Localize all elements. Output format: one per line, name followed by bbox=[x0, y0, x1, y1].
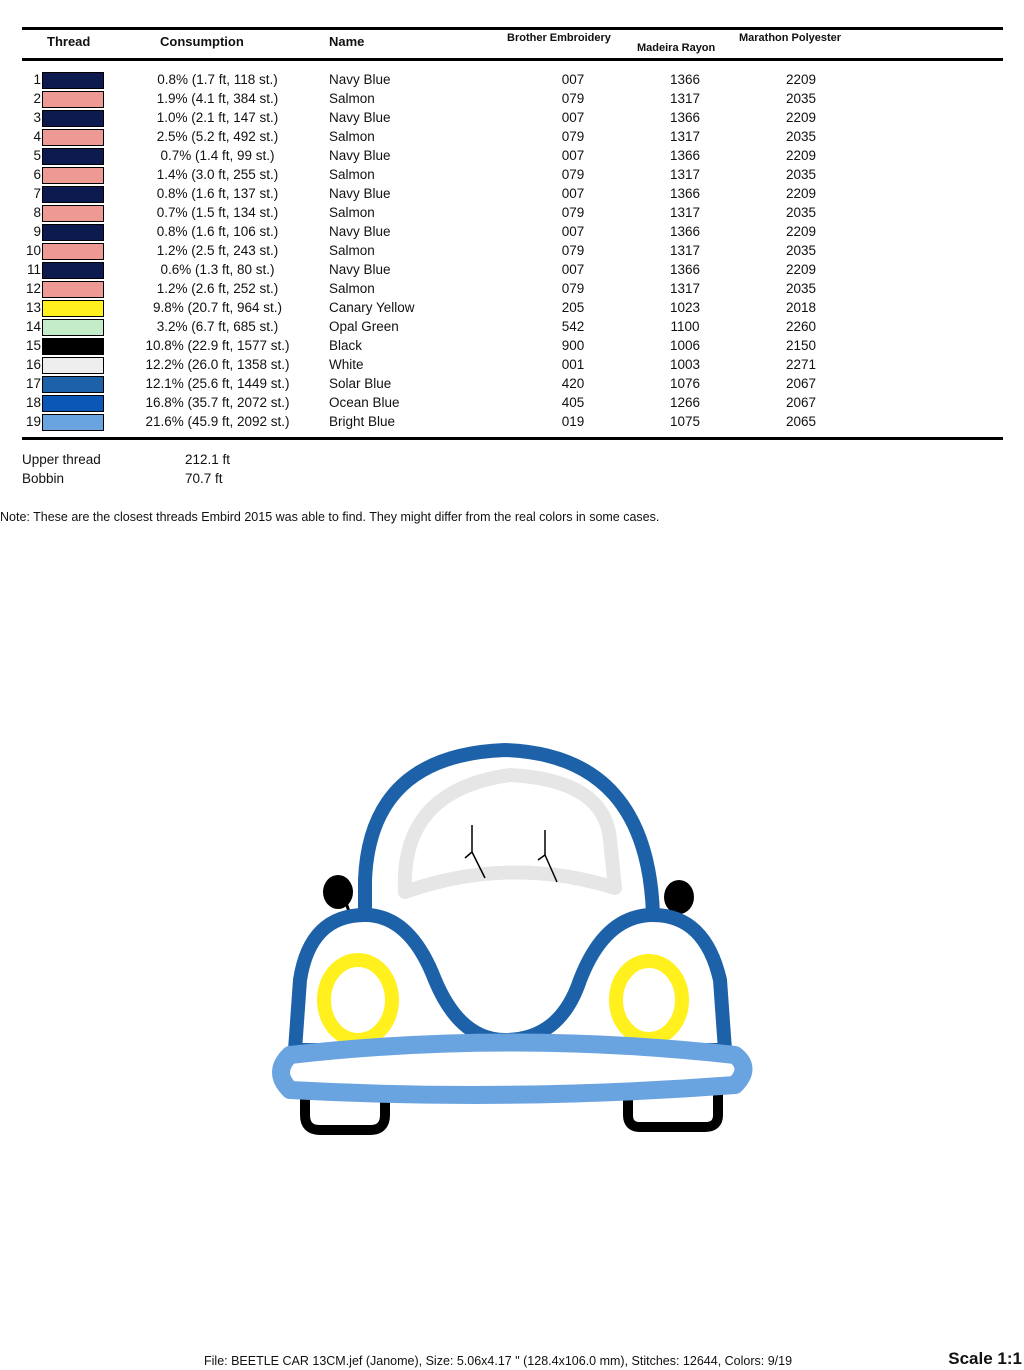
thread-number: 10 bbox=[25, 243, 41, 258]
table-row bbox=[0, 204, 1024, 223]
marathon-code: 2150 bbox=[785, 338, 817, 353]
thread-number: 12 bbox=[25, 281, 41, 296]
consumption-value: 1.2% (2.5 ft, 243 st.) bbox=[156, 243, 279, 258]
consumption-value: 1.0% (2.1 ft, 147 st.) bbox=[156, 110, 279, 125]
madeira-code: 1076 bbox=[669, 376, 701, 391]
brother-code: 001 bbox=[561, 357, 585, 372]
consumption-value: 0.7% (1.5 ft, 134 st.) bbox=[156, 205, 279, 220]
color-swatch bbox=[42, 262, 104, 279]
table-row bbox=[0, 299, 1024, 318]
table-row bbox=[0, 337, 1024, 356]
thread-number: 19 bbox=[25, 414, 41, 429]
header-thread: Thread bbox=[47, 34, 91, 49]
marathon-code: 2035 bbox=[785, 129, 817, 144]
upper-thread-value: 212.1 ft bbox=[185, 452, 231, 467]
color-swatch bbox=[42, 395, 104, 412]
thread-number: 5 bbox=[33, 148, 41, 163]
madeira-code: 1366 bbox=[669, 186, 701, 201]
brother-code: 420 bbox=[561, 376, 585, 391]
madeira-code: 1366 bbox=[669, 110, 701, 125]
color-swatch bbox=[42, 414, 104, 431]
table-row bbox=[0, 375, 1024, 394]
madeira-code: 1366 bbox=[669, 148, 701, 163]
thread-name: Salmon bbox=[329, 129, 375, 144]
file-info: File: BEETLE CAR 13CM.jef (Janome), Size: 5.06x4.17 " (128.4x106.0 mm), Stitches: 12644, Colors: 9/19 bbox=[204, 1354, 793, 1368]
marathon-code: 2209 bbox=[785, 110, 817, 125]
thread-name: Navy Blue bbox=[329, 262, 391, 277]
consumption-value: 0.8% (1.6 ft, 137 st.) bbox=[156, 186, 279, 201]
marathon-code: 2065 bbox=[785, 414, 817, 429]
thread-number: 14 bbox=[25, 319, 41, 334]
embroidery-preview bbox=[260, 730, 760, 1150]
thread-number: 13 bbox=[25, 300, 41, 315]
table-row bbox=[0, 394, 1024, 413]
madeira-code: 1266 bbox=[669, 395, 701, 410]
table-row bbox=[0, 147, 1024, 166]
beetle-car-icon bbox=[260, 730, 760, 1150]
marathon-code: 2260 bbox=[785, 319, 817, 334]
madeira-code: 1075 bbox=[669, 414, 701, 429]
brother-code: 007 bbox=[561, 186, 585, 201]
marathon-code: 2018 bbox=[785, 300, 817, 315]
marathon-code: 2209 bbox=[785, 224, 817, 239]
header-marathon: Marathon Polyester bbox=[739, 32, 842, 44]
bobbin-value: 70.7 ft bbox=[185, 471, 223, 486]
consumption-value: 1.2% (2.6 ft, 252 st.) bbox=[156, 281, 279, 296]
color-swatch bbox=[42, 148, 104, 165]
bobbin-label: Bobbin bbox=[22, 471, 65, 486]
madeira-code: 1366 bbox=[669, 224, 701, 239]
consumption-value: 1.4% (3.0 ft, 255 st.) bbox=[156, 167, 279, 182]
brother-code: 079 bbox=[561, 129, 585, 144]
thread-name: Ocean Blue bbox=[329, 395, 400, 410]
marathon-code: 2271 bbox=[785, 357, 817, 372]
color-swatch bbox=[42, 186, 104, 203]
color-swatch bbox=[42, 91, 104, 108]
thread-number: 3 bbox=[33, 110, 41, 125]
color-swatch bbox=[42, 376, 104, 393]
color-swatch bbox=[42, 281, 104, 298]
marathon-code: 2067 bbox=[785, 395, 817, 410]
color-swatch bbox=[42, 167, 104, 184]
table-row bbox=[0, 318, 1024, 337]
thread-number: 8 bbox=[33, 205, 41, 220]
table-row bbox=[0, 185, 1024, 204]
table-row bbox=[0, 242, 1024, 261]
brother-code: 079 bbox=[561, 205, 585, 220]
consumption-value: 0.8% (1.7 ft, 118 st.) bbox=[157, 72, 278, 87]
table-row bbox=[0, 223, 1024, 242]
color-swatch bbox=[42, 357, 104, 374]
consumption-value: 0.6% (1.3 ft, 80 st.) bbox=[160, 262, 275, 277]
thread-number: 2 bbox=[33, 91, 41, 106]
thread-name: Opal Green bbox=[329, 319, 399, 334]
madeira-code: 1023 bbox=[669, 300, 701, 315]
color-swatch bbox=[42, 205, 104, 222]
consumption-value: 0.8% (1.6 ft, 106 st.) bbox=[156, 224, 279, 239]
color-swatch bbox=[42, 110, 104, 127]
madeira-code: 1100 bbox=[670, 319, 700, 334]
consumption-value: 2.5% (5.2 ft, 492 st.) bbox=[156, 129, 279, 144]
color-swatch bbox=[42, 72, 104, 89]
brother-code: 405 bbox=[561, 395, 585, 410]
brother-code: 079 bbox=[561, 243, 585, 258]
brother-code: 542 bbox=[561, 319, 585, 334]
consumption-value: 21.6% (45.9 ft, 2092 st.) bbox=[145, 414, 290, 429]
color-swatch bbox=[42, 338, 104, 355]
marathon-code: 2067 bbox=[785, 376, 817, 391]
brother-code: 079 bbox=[561, 91, 585, 106]
header-name: Name bbox=[329, 34, 365, 49]
brother-code: 079 bbox=[561, 167, 585, 182]
marathon-code: 2035 bbox=[785, 281, 817, 296]
table-row bbox=[0, 356, 1024, 375]
thread-name: Salmon bbox=[329, 91, 375, 106]
thread-name: Navy Blue bbox=[329, 110, 391, 125]
table-row bbox=[0, 261, 1024, 280]
consumption-value: 16.8% (35.7 ft, 2072 st.) bbox=[145, 395, 290, 410]
table-row bbox=[0, 166, 1024, 185]
consumption-value: 1.9% (4.1 ft, 384 st.) bbox=[156, 91, 279, 106]
color-swatch bbox=[42, 300, 104, 317]
color-swatch bbox=[42, 243, 104, 260]
brother-code: 019 bbox=[561, 414, 585, 429]
marathon-code: 2209 bbox=[785, 72, 817, 87]
thread-number: 11 bbox=[26, 262, 41, 277]
brother-code: 007 bbox=[561, 72, 585, 87]
brother-code: 900 bbox=[561, 338, 585, 353]
consumption-value: 12.2% (26.0 ft, 1358 st.) bbox=[145, 357, 290, 372]
thread-number: 4 bbox=[33, 129, 41, 144]
thread-number: 17 bbox=[25, 376, 41, 391]
table-header-rule bbox=[22, 58, 1003, 61]
madeira-code: 1317 bbox=[669, 243, 701, 258]
color-swatch bbox=[42, 319, 104, 336]
madeira-code: 1317 bbox=[669, 205, 701, 220]
thread-name: Black bbox=[329, 338, 363, 353]
thread-name: Navy Blue bbox=[329, 72, 391, 87]
madeira-code: 1003 bbox=[669, 357, 701, 372]
table-top-rule bbox=[22, 27, 1003, 30]
thread-number: 16 bbox=[25, 357, 41, 372]
thread-number: 9 bbox=[33, 224, 41, 239]
madeira-code: 1317 bbox=[669, 281, 701, 296]
thread-name: Salmon bbox=[329, 205, 375, 220]
table-row bbox=[0, 413, 1024, 432]
thread-name: Navy Blue bbox=[329, 224, 391, 239]
brother-code: 007 bbox=[561, 262, 585, 277]
consumption-value: 0.7% (1.4 ft, 99 st.) bbox=[160, 148, 275, 163]
consumption-value: 12.1% (25.6 ft, 1449 st.) bbox=[145, 376, 290, 391]
table-row bbox=[0, 90, 1024, 109]
consumption-value: 9.8% (20.7 ft, 964 st.) bbox=[152, 300, 283, 315]
upper-thread-label: Upper thread bbox=[22, 452, 101, 467]
madeira-code: 1366 bbox=[669, 262, 701, 277]
madeira-code: 1366 bbox=[669, 72, 701, 87]
madeira-code: 1317 bbox=[669, 167, 701, 182]
marathon-code: 2209 bbox=[785, 262, 817, 277]
thread-number: 15 bbox=[25, 338, 41, 353]
header-consumption: Consumption bbox=[160, 34, 244, 49]
table-row bbox=[0, 109, 1024, 128]
header-brother: Brother Embroidery bbox=[507, 32, 611, 44]
brother-code: 007 bbox=[561, 224, 585, 239]
madeira-code: 1317 bbox=[669, 91, 701, 106]
thread-name: Salmon bbox=[329, 281, 375, 296]
thread-note: Note: These are the closest threads Embird 2015 was able to find. They might differ from the real colors in some cases. bbox=[0, 510, 660, 524]
thread-name: Solar Blue bbox=[329, 376, 392, 391]
thread-name: Salmon bbox=[329, 167, 375, 182]
thread-number: 1 bbox=[33, 72, 41, 87]
marathon-code: 2035 bbox=[785, 243, 817, 258]
header-madeira: Madeira Rayon bbox=[637, 42, 716, 54]
marathon-code: 2209 bbox=[785, 148, 817, 163]
thread-name: Navy Blue bbox=[329, 148, 391, 163]
thread-name: Navy Blue bbox=[329, 186, 391, 201]
table-row bbox=[0, 71, 1024, 90]
thread-number: 7 bbox=[33, 186, 41, 201]
scale-label: Scale 1:1 bbox=[948, 1349, 1022, 1368]
marathon-code: 2035 bbox=[785, 205, 817, 220]
consumption-value: 10.8% (22.9 ft, 1577 st.) bbox=[145, 338, 290, 353]
thread-number: 6 bbox=[33, 167, 41, 182]
marathon-code: 2035 bbox=[785, 167, 817, 182]
thread-name: Salmon bbox=[329, 243, 375, 258]
brother-code: 007 bbox=[561, 148, 585, 163]
brother-code: 007 bbox=[561, 110, 585, 125]
madeira-code: 1006 bbox=[669, 338, 701, 353]
marathon-code: 2035 bbox=[785, 91, 817, 106]
brother-code: 205 bbox=[561, 300, 585, 315]
thread-number: 18 bbox=[25, 395, 41, 410]
table-bottom-rule bbox=[22, 437, 1003, 440]
marathon-code: 2209 bbox=[785, 186, 817, 201]
color-swatch bbox=[42, 129, 104, 146]
table-row bbox=[0, 128, 1024, 147]
brother-code: 079 bbox=[561, 281, 585, 296]
thread-name: Bright Blue bbox=[329, 414, 396, 429]
madeira-code: 1317 bbox=[669, 129, 701, 144]
thread-name: White bbox=[329, 357, 364, 372]
thread-name: Canary Yellow bbox=[329, 300, 415, 315]
table-row bbox=[0, 280, 1024, 299]
color-swatch bbox=[42, 224, 104, 241]
consumption-value: 3.2% (6.7 ft, 685 st.) bbox=[156, 319, 279, 334]
